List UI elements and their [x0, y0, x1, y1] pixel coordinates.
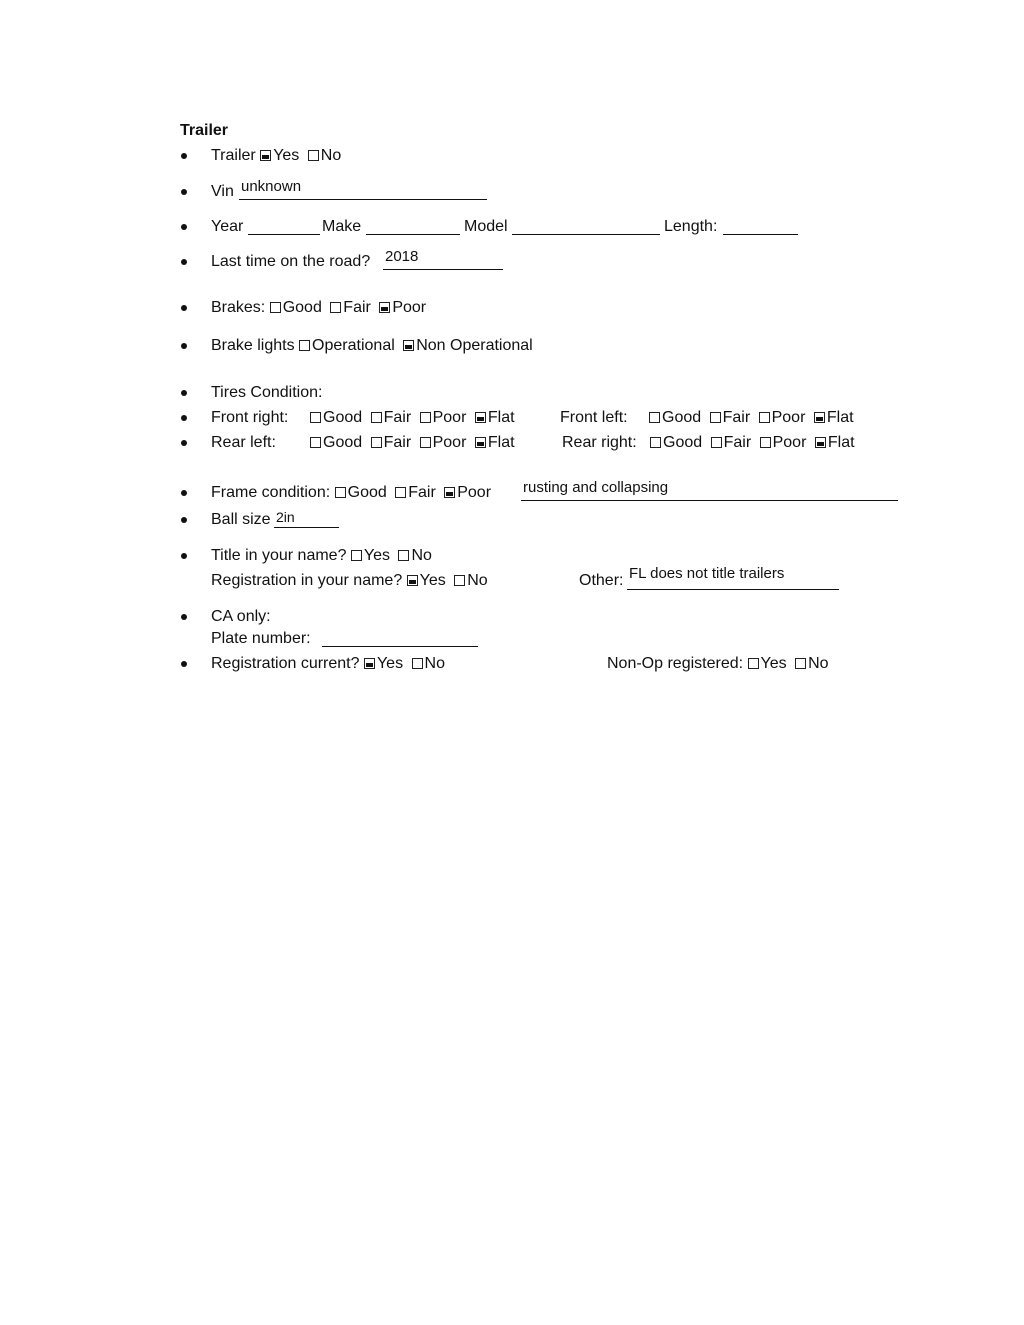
- frame-notes-field[interactable]: rusting and collapsing: [523, 479, 669, 496]
- title-yes-label: Yes: [363, 547, 391, 564]
- registration-yes-label: Yes: [419, 572, 446, 589]
- bullet: [181, 553, 187, 559]
- rear-left-flat-checkbox[interactable]: [475, 437, 486, 448]
- reg-current-label: Registration current?: [211, 655, 360, 672]
- last-road-line: [383, 269, 503, 270]
- front-left-label: Front left:: [560, 409, 628, 426]
- rear-left-label: Rear left:: [211, 434, 276, 451]
- rear-left-good-checkbox[interactable]: [310, 437, 321, 448]
- reg-current-yes-checkbox[interactable]: [364, 658, 375, 669]
- rear-right-good-checkbox[interactable]: [650, 437, 661, 448]
- year-line[interactable]: [248, 234, 320, 235]
- brakes-fair-checkbox[interactable]: [330, 302, 341, 313]
- poor-label: Poor: [771, 409, 806, 426]
- frame-good-label: Good: [347, 484, 387, 501]
- front-right-poor-checkbox[interactable]: [420, 412, 431, 423]
- brakes-poor-checkbox[interactable]: [379, 302, 390, 313]
- registration-no-label: No: [467, 572, 488, 589]
- ball-line: [274, 527, 339, 528]
- brakes-good-label: Good: [282, 299, 322, 316]
- other-line: [627, 589, 839, 590]
- good-label: Good: [323, 409, 363, 426]
- bullet: [181, 189, 187, 195]
- bullet: [181, 440, 187, 446]
- good-label: Good: [663, 434, 703, 451]
- brake-lights-row: [211, 337, 533, 355]
- flat-label: Flat: [487, 409, 515, 426]
- length-line[interactable]: [723, 234, 798, 235]
- ca-label: CA only:: [211, 608, 271, 625]
- make-line[interactable]: [366, 234, 460, 235]
- title-label: Title in your name?: [211, 547, 347, 564]
- front-left-flat-checkbox[interactable]: [814, 412, 825, 423]
- last-road-field[interactable]: 2018: [385, 248, 419, 265]
- vin-label: Vin: [211, 183, 234, 200]
- poor-label: Poor: [432, 409, 467, 426]
- fair-label: Fair: [383, 434, 412, 451]
- title-no-checkbox[interactable]: [398, 550, 409, 561]
- fair-label: Fair: [383, 409, 412, 426]
- front-left-fair-checkbox[interactable]: [710, 412, 721, 423]
- section-title: Trailer: [180, 122, 229, 139]
- trailer-label: Trailer: [211, 147, 256, 164]
- front-right-label: Front right:: [211, 409, 289, 426]
- title-no-label: No: [411, 547, 432, 564]
- bullet: [181, 224, 187, 230]
- bullet: [181, 153, 187, 159]
- brake-lights-non-operational-label: Non Operational: [416, 337, 533, 354]
- brakes-poor-label: Poor: [392, 299, 427, 316]
- rear-right-poor-checkbox[interactable]: [760, 437, 771, 448]
- brake-lights-label: Brake lights: [211, 337, 295, 354]
- frame-poor-checkbox[interactable]: [444, 487, 455, 498]
- trailer-no-checkbox[interactable]: [308, 150, 319, 161]
- brakes-fair-label: Fair: [343, 299, 371, 316]
- frame-line: [521, 500, 898, 501]
- frame-row: [211, 484, 491, 502]
- nonop-label: Non-Op registered:: [607, 655, 744, 672]
- ball-field[interactable]: 2in: [276, 509, 295, 525]
- bullet: [181, 305, 187, 311]
- front-right-options: [310, 409, 515, 427]
- front-right-flat-checkbox[interactable]: [475, 412, 486, 423]
- fair-label: Fair: [722, 409, 751, 426]
- poor-label: Poor: [772, 434, 807, 451]
- nonop-no-label: No: [808, 655, 829, 672]
- vin-field[interactable]: unknown: [241, 178, 302, 195]
- fair-label: Fair: [723, 434, 752, 451]
- brakes-good-checkbox[interactable]: [270, 302, 281, 313]
- bullet: [181, 415, 187, 421]
- reg-current-row: [211, 655, 445, 673]
- rear-right-label: Rear right:: [562, 434, 637, 451]
- good-label: Good: [662, 409, 702, 426]
- length-label: Length:: [664, 218, 718, 235]
- brake-lights-operational-checkbox[interactable]: [299, 340, 310, 351]
- bullet: [181, 517, 187, 523]
- title-yes-checkbox[interactable]: [351, 550, 362, 561]
- bullet: [181, 661, 187, 667]
- other-field[interactable]: FL does not title trailers: [629, 565, 785, 582]
- rear-right-options: [650, 434, 855, 452]
- registration-row: [211, 572, 488, 590]
- brakes-row: [211, 299, 426, 317]
- bullet: [181, 390, 187, 396]
- trailer-yes-label: Yes: [273, 147, 300, 164]
- ball-label: Ball size: [211, 511, 271, 528]
- registration-yes-checkbox[interactable]: [407, 575, 418, 586]
- plate-label: Plate number:: [211, 630, 311, 647]
- flat-label: Flat: [826, 409, 854, 426]
- brakes-label: Brakes:: [211, 299, 266, 316]
- trailer-row: [211, 147, 341, 165]
- last-road-label: Last time on the road?: [211, 253, 371, 270]
- poor-label: Poor: [432, 434, 467, 451]
- plate-line[interactable]: [322, 646, 478, 647]
- model-line[interactable]: [512, 234, 660, 235]
- other-label: Other:: [579, 572, 624, 589]
- brake-lights-non-operational-checkbox[interactable]: [403, 340, 414, 351]
- nonop-yes-label: Yes: [760, 655, 787, 672]
- flat-label: Flat: [827, 434, 855, 451]
- front-right-fair-checkbox[interactable]: [371, 412, 382, 423]
- make-label: Make: [322, 218, 362, 235]
- rear-right-flat-checkbox[interactable]: [815, 437, 826, 448]
- front-right-good-checkbox[interactable]: [310, 412, 321, 423]
- good-label: Good: [323, 434, 363, 451]
- nonop-yes-checkbox[interactable]: [748, 658, 759, 669]
- registration-label: Registration in your name?: [211, 572, 403, 589]
- frame-poor-label: Poor: [457, 484, 492, 501]
- bullet: [181, 490, 187, 496]
- bullet: [181, 343, 187, 349]
- front-left-good-checkbox[interactable]: [649, 412, 660, 423]
- brake-lights-operational-label: Operational: [312, 337, 395, 354]
- vin-line: [239, 199, 487, 200]
- year-label: Year: [211, 218, 244, 235]
- flat-label: Flat: [487, 434, 515, 451]
- frame-fair-label: Fair: [408, 484, 436, 501]
- trailer-no-label: No: [320, 147, 342, 164]
- front-left-options: [649, 409, 854, 427]
- rear-right-fair-checkbox[interactable]: [711, 437, 722, 448]
- rear-left-fair-checkbox[interactable]: [371, 437, 382, 448]
- registration-no-checkbox[interactable]: [454, 575, 465, 586]
- nonop-row: [607, 655, 829, 673]
- tires-label: Tires Condition:: [211, 384, 323, 401]
- frame-fair-checkbox[interactable]: [395, 487, 406, 498]
- reg-current-no-label: No: [424, 655, 445, 672]
- frame-label: Frame condition:: [211, 484, 331, 501]
- nonop-no-checkbox[interactable]: [795, 658, 806, 669]
- front-left-poor-checkbox[interactable]: [759, 412, 770, 423]
- reg-current-no-checkbox[interactable]: [412, 658, 423, 669]
- bullet: [181, 614, 187, 620]
- trailer-yes-checkbox[interactable]: [260, 150, 271, 161]
- bullet: [181, 259, 187, 265]
- reg-current-yes-label: Yes: [376, 655, 404, 672]
- frame-good-checkbox[interactable]: [335, 487, 346, 498]
- title-row: [211, 547, 432, 565]
- model-label: Model: [464, 218, 508, 235]
- rear-left-options: [310, 434, 515, 452]
- rear-left-poor-checkbox[interactable]: [420, 437, 431, 448]
